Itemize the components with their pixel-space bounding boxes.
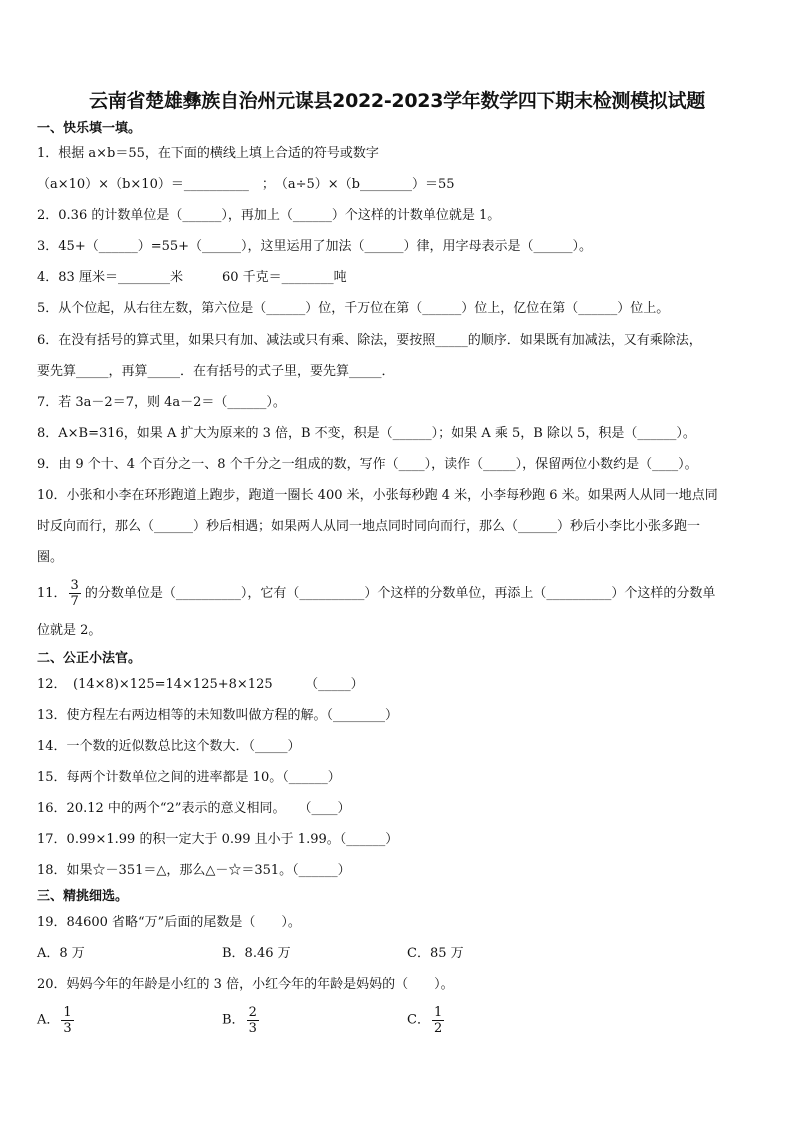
- option-c[interactable]: [407, 1005, 448, 1036]
- question-11-number: 11．: [37, 586, 67, 601]
- fraction-numerator: 1: [63, 1005, 72, 1020]
- question-10-line-2: 时反向而行，那么（______）秒后相遇；如果两人从同一地点同时同向而行，那么（______）秒后小李比小张多跑一: [37, 519, 701, 534]
- question-10-line-1: 10．小张和小李在环形跑道上跑步，跑道一圈长 400 米，小张每秒跑 4 米，小李每秒跑 6 米。如果两人从同一地点同: [37, 488, 718, 503]
- section-heading-3: 三、精挑细选。: [37, 889, 129, 904]
- question-1-blanks: （a×10）×（b×10）＝__________ ； （a÷5）×（b________）＝55: [37, 177, 455, 192]
- question-9: 9．由 9 个十、4 个百分之一、8 个千分之一组成的数，写作（____），读作（_____），保留两位小数约是（____）。: [37, 457, 698, 472]
- option-a[interactable]: A．8 万: [37, 946, 85, 961]
- section-heading-2: 二、公正小法官。: [37, 651, 142, 666]
- option-label: A．: [37, 1012, 60, 1028]
- section-heading-1: 一、快乐填一填。: [37, 121, 142, 136]
- question-14: 14．一个数的近似数总比这个数大．（_____）: [37, 739, 301, 754]
- fraction-2-3: [247, 1005, 259, 1036]
- question-1-text: 1．根据 a×b＝55，在下面的横线上填上合适的符号或数字: [37, 146, 379, 161]
- question-20: 20．妈妈今年的年龄是小红的 3 倍，小红今年的年龄是妈妈的（ ）。: [37, 977, 454, 992]
- fraction-3-7: [69, 578, 81, 609]
- question-11-line-1: [37, 578, 761, 609]
- question-2: 2．0.36 的计数单位是（______），再加上（______）个这样的计数单位就是 1。: [37, 208, 501, 223]
- fraction-denominator: 2: [433, 1021, 443, 1036]
- fraction-1-3: [61, 1005, 73, 1036]
- fraction-denominator: 3: [63, 1021, 72, 1036]
- question-6-line-1: 6．在没有括号的算式里，如果只有加、减法或只有乘、除法，要按照_____的顺序．如果既有加减法，又有乘除法，: [37, 333, 702, 348]
- question-11-text: 的分数单位是（__________），它有（__________）个这样的分数单位，再添上（__________）个这样的分数单: [84, 586, 716, 601]
- question-4: 4．83 厘米＝________米 60 千克＝________吨: [37, 270, 347, 285]
- question-5: 5．从个位起，从右往左数，第六位是（______）位，千万位在第（______）位上，亿位在第（______）位上。: [37, 301, 670, 316]
- option-label: B．: [222, 1012, 245, 1028]
- option-a[interactable]: [37, 1005, 78, 1036]
- fraction-numerator: 2: [248, 1005, 257, 1020]
- question-13: 13．使方程左右两边相等的未知数叫做方程的解。（________）: [37, 708, 399, 723]
- page-title: 云南省楚雄彝族自治州元谋县2022-2023学年数学四下期末检测模拟试题: [89, 90, 705, 112]
- option-b[interactable]: B．8.46 万: [222, 946, 291, 961]
- option-c[interactable]: C．85 万: [407, 946, 464, 961]
- question-8: 8．A×B=316，如果 A 扩大为原来的 3 倍，B 不变，积是（______）；如果 A 乘 5，B 除以 5，积是（______）。: [37, 426, 696, 441]
- question-17: 17．0.99×1.99 的积一定大于 0.99 且小于 1.99。（______）: [37, 832, 399, 847]
- question-19: 19．84600 省略“万”后面的尾数是（ ）。: [37, 915, 301, 930]
- fraction-numerator: 1: [433, 1005, 443, 1020]
- fraction-denominator: 7: [70, 594, 79, 609]
- fraction-denominator: 3: [248, 1021, 257, 1036]
- question-3: 3．45+（______）=55+（______），这里运用了加法（______）律，用字母表示是（______）。: [37, 239, 593, 254]
- question-12: 12． (14×8)×125=14×125+8×125 （_____）: [37, 677, 364, 692]
- question-11-line-2: 位就是 2。: [37, 623, 102, 638]
- question-6-line-2: 要先算_____，再算_____．在有括号的式子里，要先算_____．: [37, 364, 395, 379]
- question-15: 15．每两个计数单位之间的进率都是 10。（______）: [37, 770, 341, 785]
- option-label: C．: [407, 1012, 430, 1028]
- question-18: 18．如果☆－351＝△，那么△－☆＝351。（______）: [37, 863, 351, 878]
- option-b[interactable]: [222, 1005, 263, 1036]
- question-10-line-3: 圈。: [37, 550, 64, 565]
- question-20-options: [37, 1005, 761, 1041]
- question-16: 16．20.12 中的两个“2”表示的意义相同。 （____）: [37, 801, 351, 816]
- fraction-1-2: [432, 1005, 444, 1036]
- fraction-numerator: 3: [70, 578, 79, 593]
- question-7: 7．若 3a－2＝7，则 4a－2＝（______）。: [37, 395, 286, 410]
